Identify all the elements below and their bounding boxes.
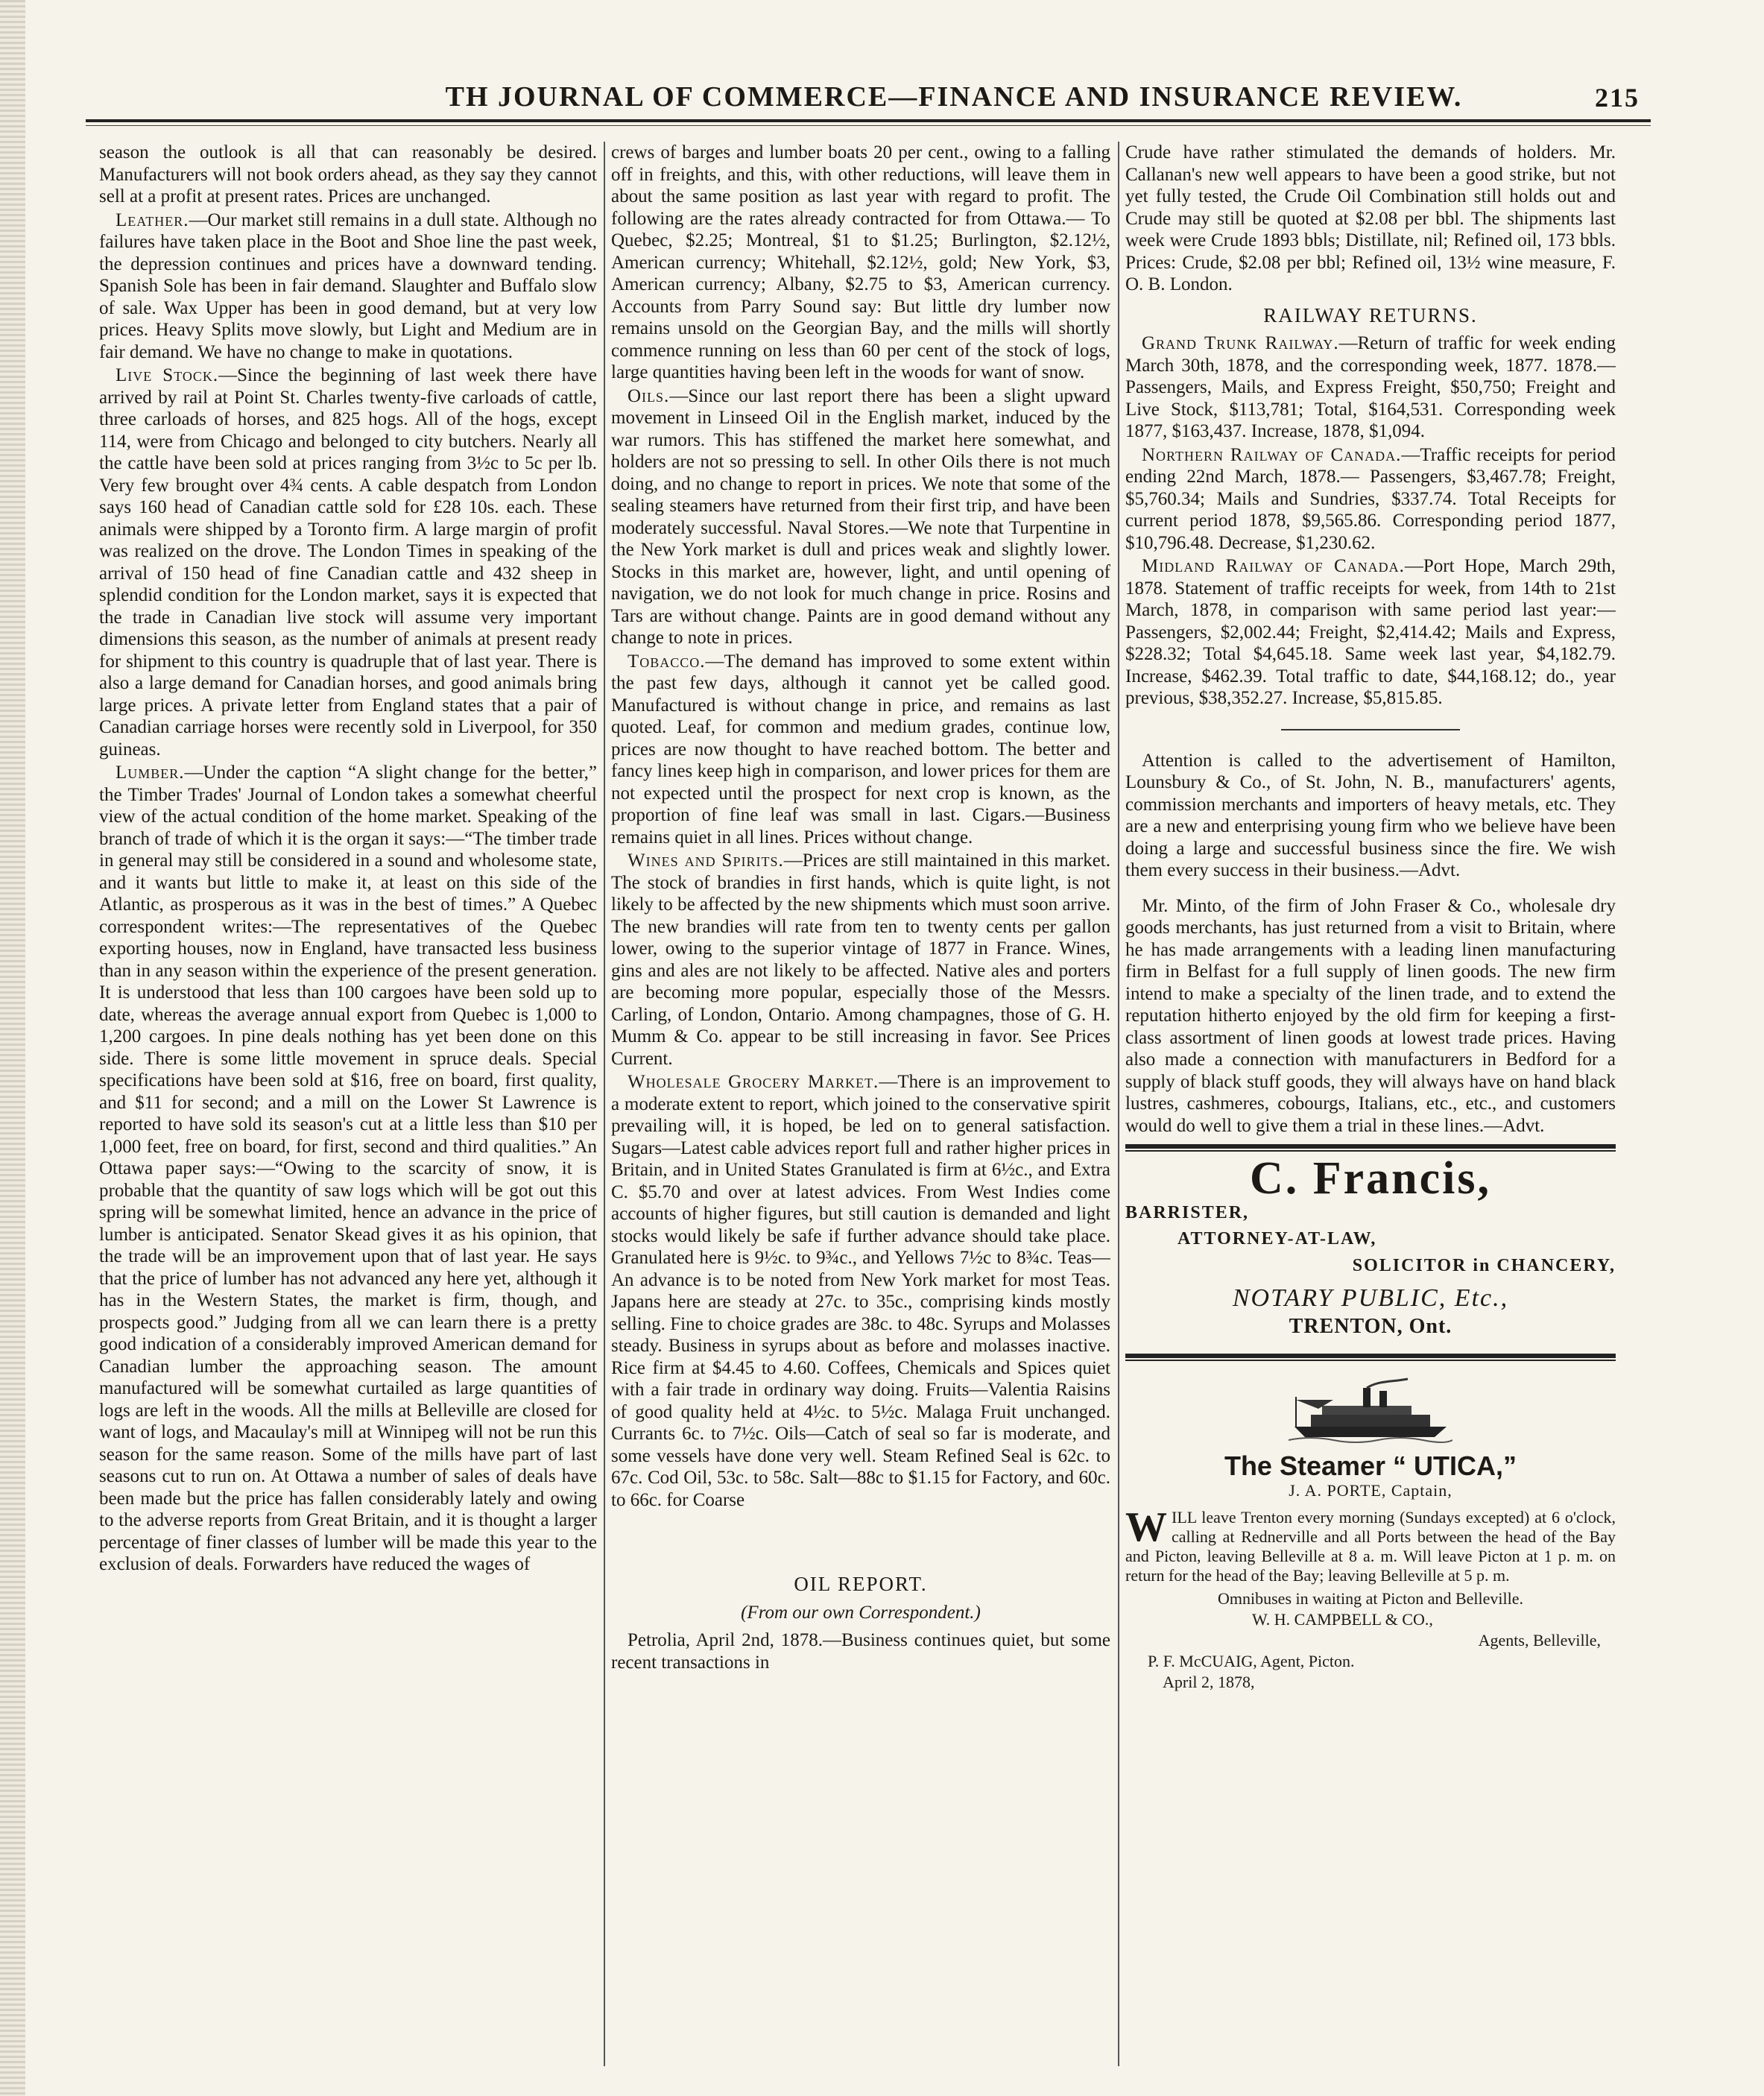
ad-date: April 2, 1878, [1163, 1672, 1255, 1691]
steamer-title: The Steamer “ UTICA,” [1224, 1450, 1517, 1481]
ad-rule [1125, 1354, 1616, 1358]
paragraph: crews of barges and lumber boats 20 per cent., owing to a falling off in freights, and this, with other reductions, will leave them in about the same position as last year with regard to profit. The following are the rates already contracted for from Ottawa.— To Quebec, $2.25; Montreal, $1 to $1.25; Burlington, $2.12½, American currency; Whitehall, $2.12½, gold; New York, $3, American currency; Albany, $2.75 to $3, American currency. Accounts from Parry Sound say: But little dry lumber now remains unsold on the Georgian Bay, and the mills will shortly commence running on less than 60 per cent of the stock of logs, large quantities having been left in the woods for want of snow. [611, 142, 1110, 382]
ad-rule-thin [1125, 1360, 1616, 1361]
francis-advertisement [1125, 1153, 1616, 1338]
ad-notary: NOTARY PUBLIC, Etc., [1232, 1284, 1509, 1312]
section-body: —There is an improvement to a moderate extent to report, which joined to the conservative spirit prevailing will, it is hoped, be led on to general satisfaction. Sugars—Latest cable advices report full and rather higher prices in Britain, and in United States Granulated is firm at 6½c., and Extra C. $5.70 and over at latest advices. From West Indies come accounts of higher figures, but still caution is demanded and light stocks would likely be safe if further advance should take place. Granulated here is 9½c. to 9¾c., and Yellows 7½c to 8¾c. Teas—An advance is to be noted from New York market for most Teas. Japans here are steady at 27c. to 35c., comprising kinds mostly selling. Fine to choice grades are 38c. to 48c. Syrups and Molasses steady. Business in syrups about as before and molasses inactive. Rice firm at $4.45 to 4.60. Coffees, Chemicals and Spices quiet with a fair trade in ordinary way doing. Fruits—Valentia Raisins of good quality held at 4½c. to 5½c. Malaga Fruit unchanged. Currants 6c. to 7½c. Oils—Catch of seal so far is moderate, and some vessels have done very well. Steam Refined Seal is 62c. to 67c. Cod Oil, 53c. to 58c. Salt—88c to $1.15 for Factory, and 60c. to 66c. for Coarse [611, 1072, 1110, 1510]
header-rule-thin [86, 125, 1651, 126]
section-head: Northern Railway of Canada. [1142, 444, 1402, 465]
steamer-schedule [1125, 1503, 1616, 1585]
section-body: —Prices are still maintained in this market. The stock of brandies in first hands, which is quite light, is not likely to be affected by the new shipments which must soon arrive. The new brandies will rate from ten to twenty cents per gallon lower, owing to the superior vintage of 1877 in France. Wines, gins and ales are not likely to be affected. Native ales and porters are becoming more popular, especially those of the Messrs. Carling, of London, Ontario. Among champagnes, those of G. H. Mumm & Co. appear to be still increasing in favor. See Prices Current. [611, 850, 1110, 1069]
ad-rule-thin [1125, 1150, 1616, 1152]
oil-report-title: OIL REPORT. [794, 1573, 928, 1595]
schedule-text: ILL leave Trenton every morning (Sundays excepted) at 6 o'clock, calling at Rednerville and all Ports between the head of the Bay and Picton, leaving Belleville at 8 a. m. Will leave Picton at 1 p. m. on return for the head of the Bay; leaving Belleville at 5 p. m. [1125, 1507, 1616, 1585]
notice-hamilton: Attention is called to the advertisement of Hamilton, Lounsbury & Co., of St. John, N. B., manufacturers' agents, commission merchants and importers of heavy metals, etc. They are a new and enterprising young firm who we believe have been doing a large and successful business since the fire. We wish them every success in their business.—Advt. [1125, 750, 1616, 880]
section-body: —Return of traffic for week ending March 30th, 1878, and the corresponding week, 1877. 1878.—Passengers, Mails, and Express Freight, $50,750; Freight and Live Stock, $113,781; Total, $164,531. Corresponding week 1877, $163,437. Increase, 1878, $1,094. [1125, 333, 1616, 441]
drop-cap: W [1125, 1503, 1167, 1550]
section-body: —Under the caption “A slight change for the better,” the Timber Trades' Journal of London takes a somewhat cheerful view of the actual condition of the home market. Speaking of the branch of trade of which it is the organ it says:—“The timber trade in general may still be considered in a sound and wholesome state, and it wants but little to make it, at least on this side of the Atlantic, as prosperous as it was in the best of times.” A Quebec correspondent writes:—The representatives of the Quebec exporting houses, now in England, have transacted less business than in any season within the experience of the present generation. It is understood that less than 100 cargoes have been sold up to date, whereas the average annual export from Quebec is 1,000 to 1,200 cargoes. In pine deals nothing has yet been done on this side. There is some little movement in spruce deals. Special specifications have been sold at $16, free on board, first quality, and $11 for second; and a mill on the Lower St Lawrence is reported to have sold its season's cut at a little less than $10 per 1,000 feet, free on board, for first, second and third qualities.” An Ottawa paper says:—“Owing to the scarcity of snow, it is probable that the quantity of saw logs which will be got out this spring will be somewhat limited, hence an advance in the price of lumber is anticipated. Senator Skead gives it as his opinion, that the trade will be an improvement upon that of last year. He says that the price of lumber has not advanced any here yet, although it has in the Western States, the market is firm, though, and prospects good.” Judging from all we can learn there is a pretty good indication of a considerably improved American demand for Canadian lumber the approaching season. The amount manufactured will be somewhat curtailed as large quantities of logs are left in the woods. All the mills at Belleville are closed for want of logs, and Macaulay's mill at Winnipeg will not be run this season for the same reason. Some of the mills have part of last seasons cut to run on. At Ottawa a number of sales of deals have been made but the price has fallen considerably lately and owing to the adverse reports from Great Britain, and it is thought a larger percentage of finer classes of lumber will be made this year to the exclusion of deals. Forwarders have reduced the wages of [99, 763, 597, 1574]
ad-line: BARRISTER, [1125, 1202, 1250, 1222]
paragraph-grocery [611, 1071, 1110, 1511]
section-head: Wines and Spirits. [627, 850, 784, 871]
paragraph-northern [1125, 444, 1616, 555]
oil-report-paragraph: Petrolia, April 2nd, 1878.—Business continues quiet, but some recent transactions in [611, 1630, 1110, 1673]
ad-town: TRENTON, Ont. [1289, 1314, 1452, 1338]
section-head: Tobacco. [627, 651, 706, 672]
steamboat-illustration [1125, 1377, 1616, 1451]
steamboat-icon [1289, 1377, 1452, 1445]
column-divider [604, 142, 605, 2066]
section-body: —Since our last report there has been a slight upward movement in Linseed Oil in the English market, induced by the war rumors. This has stiffened the market here somewhat, and holders are not so pressing to sell. In other Oils there is not much doing, and no change to report in prices. We note that some of the sealing steamers have returned from their first trip, and have been moderately successful. Naval Stores.—We note that Turpentine in the New York market is dull and prices weak and slightly lower. Stocks in this market are, however, light, and until opening of navigation, we do not look for much change in price. Rosins and Tars are without change. Paints are in good demand without any change to note in prices. [611, 385, 1110, 648]
steamer-advertisement [1125, 1377, 1616, 1693]
section-body: —The demand has improved to some extent within the past few days, although it cannot yet be called good. Manufactured is without change in price, and remains as last quoted. Leaf, for common and medium grades, continue low, prices are now thought to have reached bottom. The better and fancy lines keep high in comparison, and lower prices for them are not expected until the prospect for next crop is known, as the proportion of fine leaf was small in last. Cigars.—Business remains quiet in all lines. Prices without change. [611, 651, 1110, 847]
ad-line: SOLICITOR in CHANCERY, [1352, 1255, 1616, 1275]
omnibus-note: Omnibuses in waiting at Picton and Belleville. [1218, 1588, 1523, 1608]
scan-edge [0, 0, 25, 2096]
steamer-captain: J. A. PORTE, Captain, [1289, 1481, 1452, 1500]
column-2 [611, 142, 1110, 2066]
agent-location: Agents, Belleville, [1478, 1630, 1601, 1650]
railway-returns-title: RAILWAY RETURNS. [1263, 303, 1478, 326]
section-head: Wholesale Grocery Market. [627, 1072, 879, 1092]
section-head: Live Stock. [116, 365, 219, 385]
section-head: Oils. [627, 385, 670, 406]
paragraph-leather [99, 209, 597, 364]
oil-report-subtitle: (From our own Correspondent.) [741, 1602, 981, 1623]
notice-minto: Mr. Minto, of the firm of John Fraser & Co., wholesale dry goods merchants, has just returned from a visit to Britain, where he has made arrangements with a leading linen manufacturing firm in Belfast for a full supply of linen goods. The new firm intend to make a specialty of the linen trade, and to extend the reputation hitherto enjoyed by the old firm for keeping a first-class assortment of linen goods at lowest trade prices. Having also made a connection with manufacturers in Bedford for a supply of black stuff goods, they will always have on hand black lustres, cashmeres, cobourgs, Italians, etc., etc., and customers would do well to give them a trial in these lines.—Advt. [1125, 895, 1616, 1136]
section-head: Leather. [116, 209, 189, 230]
ad-name: C. Francis, [1249, 1153, 1492, 1204]
steamer-signoff [1125, 1588, 1616, 1693]
section-body: —Since the beginning of last week there have arrived by rail at Point St. Charles twenty-five carloads of cattle, three carloads of horses, and 825 hogs. All of the hogs, except 114, were from Chicago and belonged to city butchers. Nearly all the cattle have been sold at prices ranging from 3½c to 5c per lb. Very few brought over 4¾ cents. A cable despatch from London says 160 head of Canadian cattle sold for £28 10s. each. These animals were shipped by a Toronto firm. A large margin of profit was realized on the drove. The London Times in speaking of the arrival of 150 head of fine Canadian cattle and 432 sheep in splendid condition for the London market, says it is expected that the trade in Canadian live stock will assume very important dimensions this season, as the number of animals at present ready for shipment to this country is quadruple that of last year. There is also a large demand for Canadian horses, and good animals bring large prices. A private letter from England states that a pair of Canadian carriage horses were recently sold in Liverpool, for 350 guineas. [99, 365, 597, 760]
agent-picton: P. F. McCUAIG, Agent, Picton. [1148, 1651, 1355, 1670]
page-number: 215 [1595, 83, 1640, 113]
section-head: Grand Trunk Railway. [1142, 333, 1339, 353]
ad-rule [1125, 1144, 1616, 1149]
section-divider [1281, 729, 1460, 730]
section-body: —Our market still remains in a dull state. Although no failures have taken place in the Boot and Shoe line the past week, the depression continues and prices have a downward tending. Spanish Sole has been in fair demand. Slaughter and Buffalo slow of sale. Wax Upper has been in good demand, but at very low prices. Heavy Splits move slowly, but Light and Medium are in fair demand. We have no change to make in quotations. [99, 209, 597, 362]
section-head: Lumber. [116, 763, 185, 783]
header-rule [86, 119, 1651, 122]
journal-title: TH JOURNAL OF COMMERCE—FINANCE AND INSURANCE REVIEW. [445, 81, 1463, 113]
column-3 [1125, 142, 1616, 2066]
paragraph-grand-trunk [1125, 332, 1616, 443]
column-divider [1118, 142, 1119, 2066]
section-body: —Traffic receipts for period ending 22nd March, 1878.— Passengers, $3,467.78; Freight, $5,760.34; Mails and Sundries, $337.74. Total Receipts for current period 1878, $9,565.86. Corresponding period 1877, $10,796.48. Decrease, $1,230.62. [1125, 444, 1616, 553]
paragraph-midland [1125, 555, 1616, 710]
agent-name: W. H. CAMPBELL & CO., [1252, 1609, 1433, 1629]
ad-line: ATTORNEY-AT-LAW, [1177, 1229, 1377, 1249]
paragraph: season the outlook is all that can reasonably be desired. Manufacturers will not book orders ahead, as they say they cannot sell at a profit at present rates. Prices are unchanged. [99, 142, 597, 206]
section-body: —Port Hope, March 29th, 1878. Statement of traffic receipts for week, from 14th to 21st March, 1878, in comparison with same period last year:—Passengers, $2,002.44; Freight, $2,414.42; Mails and Express, $228.32; Total $4,645.18. Same week last year, $4,182.79. Increase, $462.39. Total traffic to date, $44,168.12; do., year previous, $38,352.27. Increase, $5,815.85. [1125, 556, 1616, 708]
paragraph-lumber [99, 762, 597, 1576]
section-head: Midland Railway of Canada. [1142, 556, 1405, 576]
column-1 [99, 142, 597, 2066]
paragraph-oils [611, 385, 1110, 649]
paragraph-tobacco [611, 651, 1110, 849]
page-header [268, 75, 1640, 119]
paragraph: Crude have rather stimulated the demands of holders. Mr. Callanan's new well appears to have been a good strike, but not yet fully tested, the Crude Oil Combination still holds out and Crude may still be quoted at $2.08 per bbl. The shipments last week were Crude 1893 bbls; Distillate, nil; Refined oil, 173 bbls. Prices: Crude, $2.08 per bbl; Refined oil, 13½ wine measure, F. O. B. London. [1125, 142, 1616, 294]
paragraph-wines [611, 850, 1110, 1070]
paragraph-live-stock [99, 364, 597, 760]
